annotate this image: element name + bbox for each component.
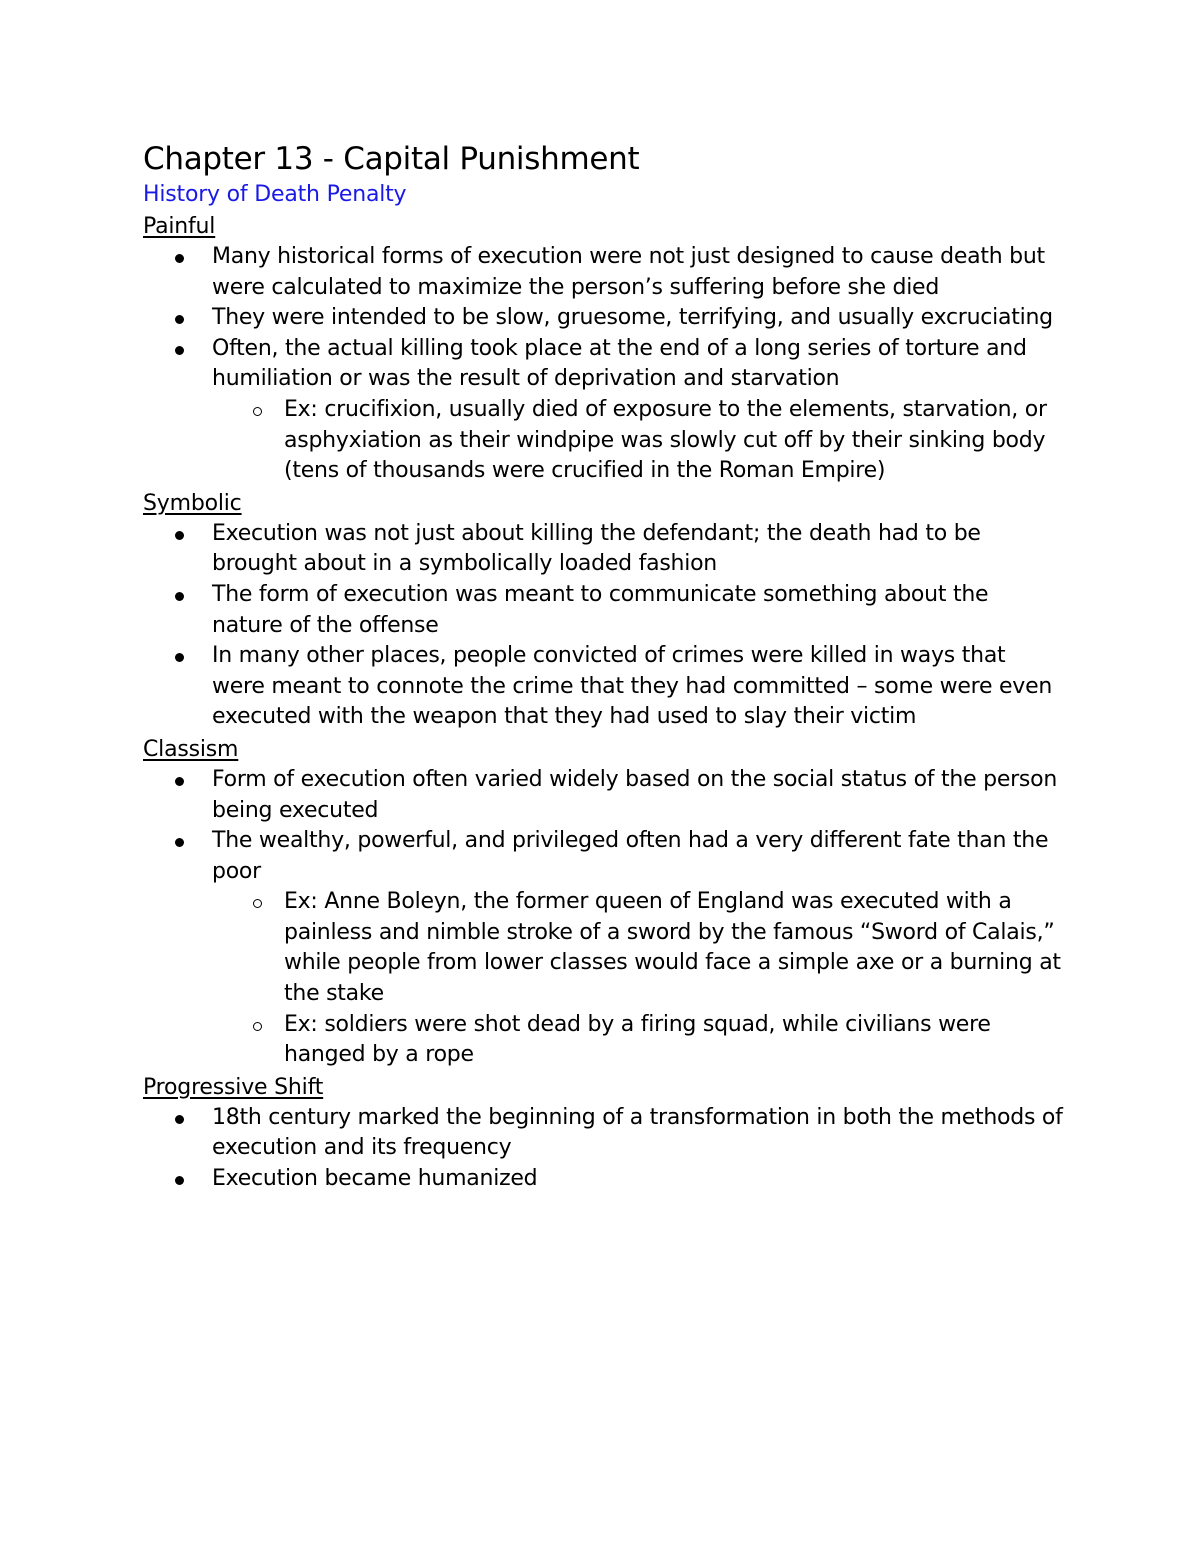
list-item-text: 18th century marked the beginning of a transformation in both the methods of execution and its frequency [212, 1104, 1063, 1161]
topic-heading: Classism [143, 736, 239, 762]
bullet-icon [175, 838, 184, 847]
topics-container [143, 211, 1063, 1195]
bullet-list [143, 519, 1063, 733]
list-item [143, 334, 1063, 487]
list-item [143, 242, 1063, 303]
bullet-icon [175, 653, 184, 662]
list-item [143, 303, 1063, 334]
bullet-icon [175, 531, 184, 540]
list-item-text: The form of execution was meant to communicate something about the nature of the offense [212, 581, 989, 638]
sub-list-item [215, 1010, 1063, 1071]
list-item [143, 826, 1063, 1071]
bullet-icon [175, 1176, 184, 1185]
bullet-icon [175, 1115, 184, 1124]
list-item-text: Form of execution often varied widely based on the social status of the person being executed [212, 766, 1058, 823]
sub-list-item-text: Ex: crucifixion, usually died of exposure to the elements, starvation, or asphyxiation as their windpipe was slowly cut off by their sinking body (tens of thousands were crucified in the Roman Empire) [284, 396, 1047, 484]
list-item-text: They were intended to be slow, gruesome, terrifying, and usually excruciating [212, 305, 1053, 331]
list-item [143, 1164, 1063, 1195]
list-item [143, 519, 1063, 580]
topic-heading: Symbolic [143, 490, 242, 516]
hollow-bullet-icon [253, 899, 262, 908]
bullet-icon [175, 592, 184, 601]
sub-bullet-list [215, 395, 1063, 487]
sub-bullet-list [215, 887, 1063, 1071]
sub-list-item [215, 395, 1063, 487]
list-item [143, 580, 1063, 641]
list-item-text: The wealthy, powerful, and privileged often had a very different fate than the poor [212, 828, 1049, 884]
list-item-text: Execution was not just about killing the defendant; the death had to be brought about in a symbolically loaded fashion [212, 520, 981, 577]
list-item-text: Many historical forms of execution were not just designed to cause death but were calculated to maximize the person’s suffering before she died [212, 244, 1045, 300]
bullet-list [143, 765, 1063, 1071]
list-item [143, 641, 1063, 733]
hollow-bullet-icon [253, 1022, 262, 1031]
bullet-icon [175, 777, 184, 786]
list-item-text: Often, the actual killing took place at the end of a long series of torture and humiliation or was the result of deprivation and starvation [212, 335, 1027, 392]
bullet-list [143, 1103, 1063, 1195]
sub-list-item [215, 887, 1063, 1009]
document-content [143, 138, 1063, 1195]
list-item [143, 765, 1063, 826]
sub-list-item-text: Ex: soldiers were shot dead by a firing squad, while civilians were hanged by a rope [284, 1011, 991, 1068]
hollow-bullet-icon [253, 407, 262, 416]
bullet-icon [175, 346, 184, 355]
document-title: Chapter 13 - Capital Punishment [143, 141, 640, 177]
topic-heading: Progressive Shift [143, 1074, 324, 1100]
section-heading: History of Death Penalty [143, 182, 407, 207]
list-item-text: Execution became humanized [212, 1166, 538, 1192]
bullet-icon [175, 315, 184, 324]
bullet-list [143, 242, 1063, 487]
sub-list-item-text: Ex: Anne Boleyn, the former queen of England was executed with a painless and nimble stroke of a sword by the famous “Sword of Calais,” while people from lower classes would face a simple axe or a burning at the stake [284, 889, 1061, 1007]
list-item [143, 1103, 1063, 1164]
topic-heading: Painful [143, 214, 216, 239]
bullet-icon [175, 254, 184, 263]
list-item-text: In many other places, people convicted of crimes were killed in ways that were meant to connote the crime that they had committed – some were even executed with the weapon that they had used to slay their victim [212, 643, 1053, 730]
